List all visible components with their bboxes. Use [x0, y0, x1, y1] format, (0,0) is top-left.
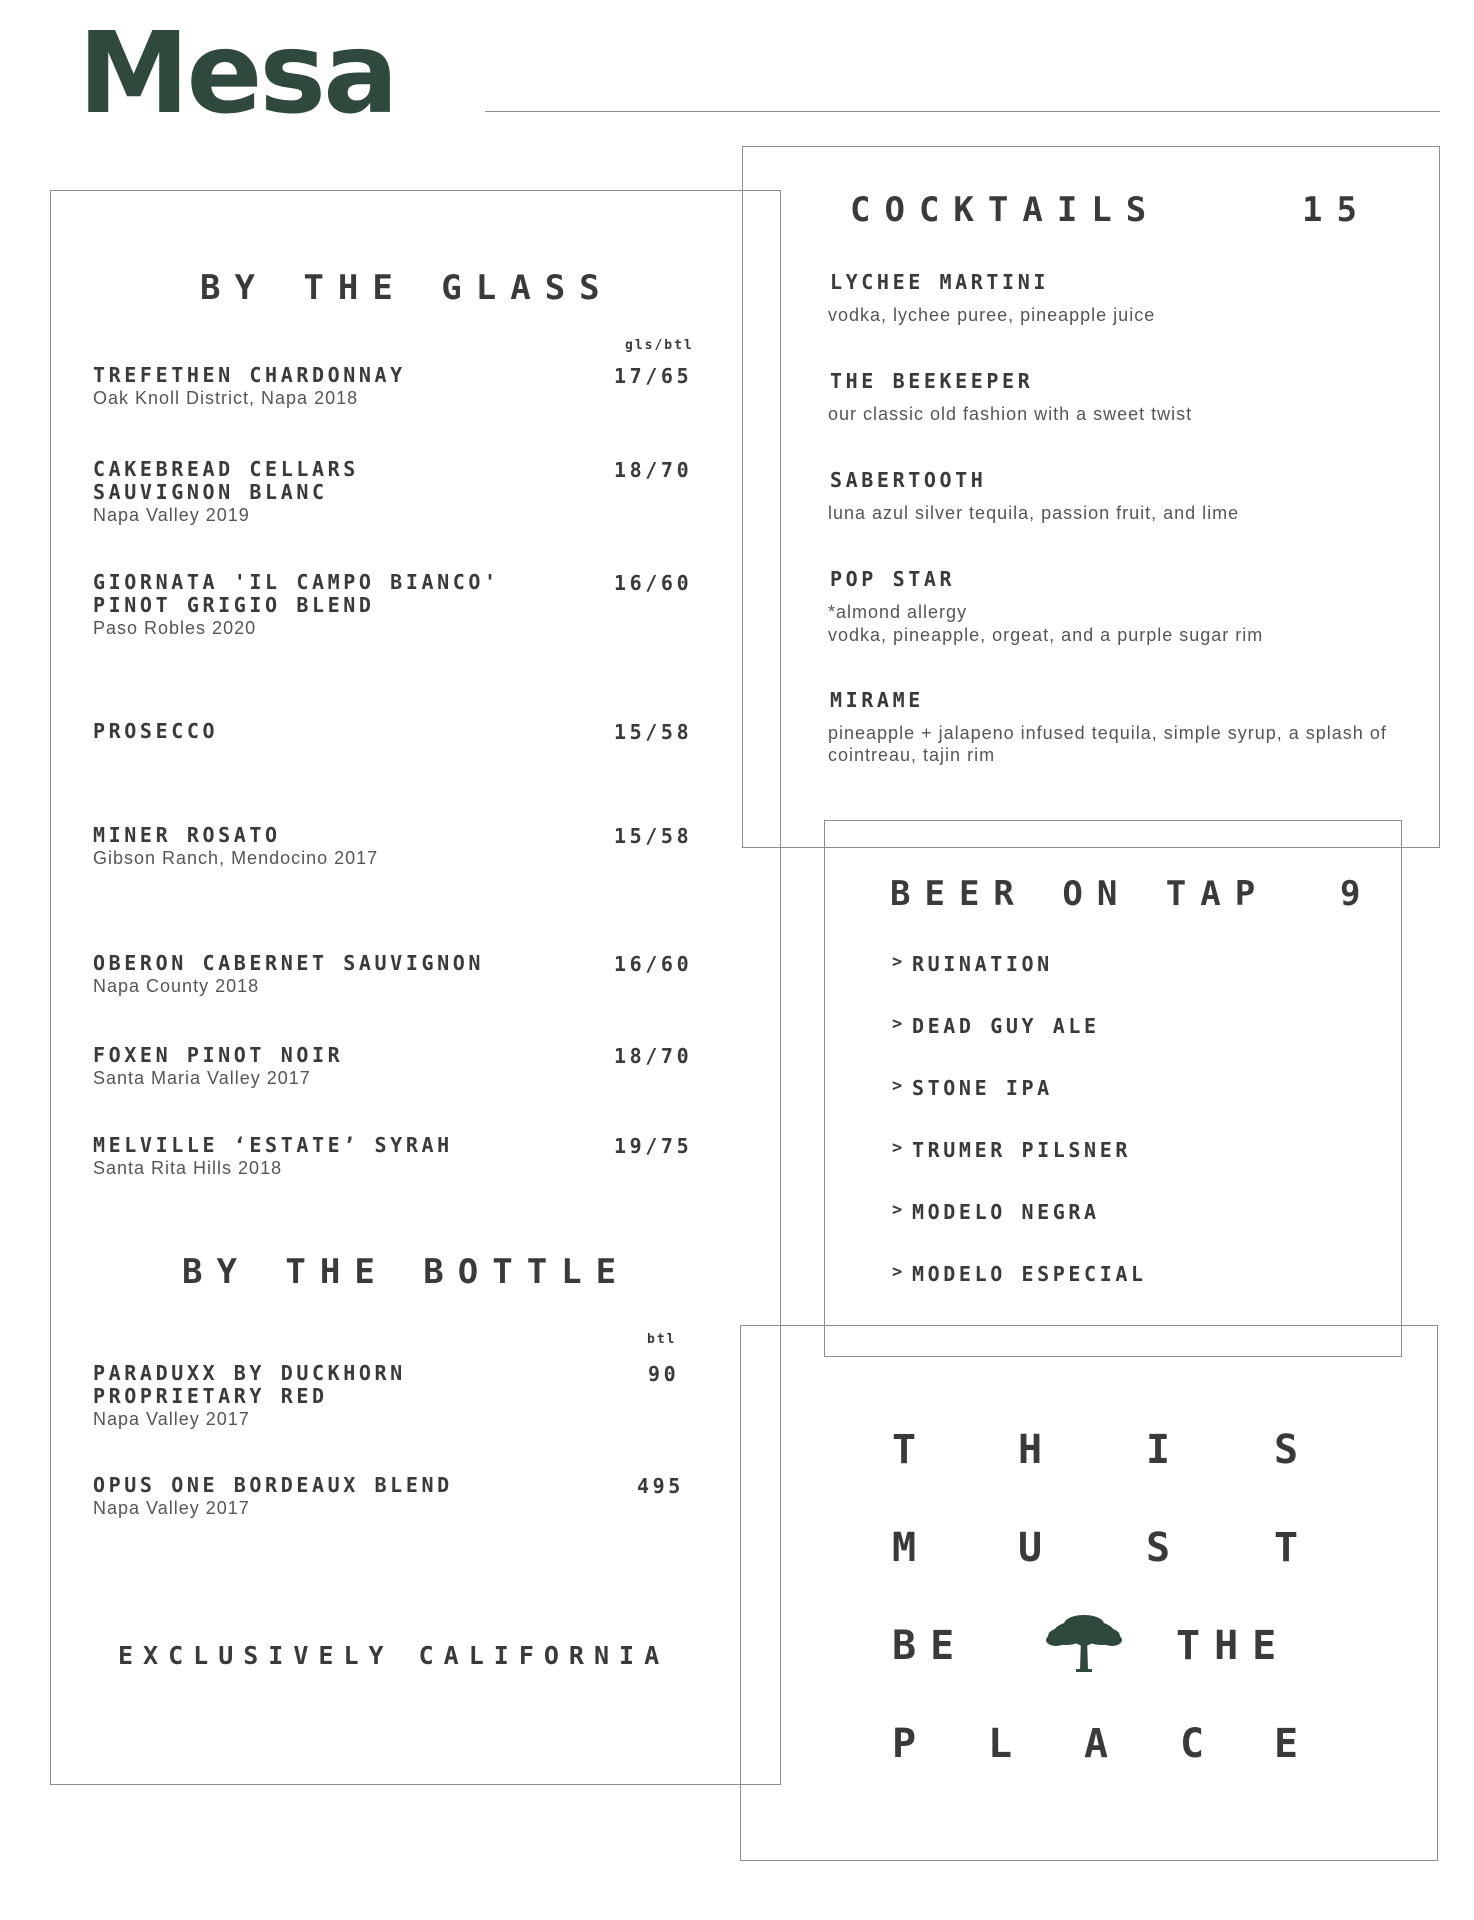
glass-item-region: Santa Maria Valley 2017	[93, 1068, 311, 1088]
glass-item-price: 16/60	[614, 952, 693, 976]
cocktail-name: LYCHEE MARTINI	[830, 270, 1049, 294]
slogan-letter: T	[1274, 1525, 1299, 1571]
bottle-item-region: Napa Valley 2017	[93, 1498, 250, 1518]
glass-item-region: Napa County 2018	[93, 976, 260, 996]
beer-item: MODELO ESPECIAL	[912, 1262, 1147, 1286]
glass-item-name: PROSECCO	[93, 719, 219, 743]
slogan-letter: S	[1274, 1427, 1299, 1473]
glass-item-region: Paso Robles 2020	[93, 618, 257, 638]
brand-logo: Mesa	[78, 9, 396, 139]
exclusively-california: EXCLUSIVELY CALIFORNIA	[118, 1641, 670, 1670]
cocktail-description: luna azul silver tequila, passion fruit, and lime	[828, 503, 1240, 523]
glass-item-name: OBERON CABERNET SAUVIGNON	[93, 951, 485, 975]
bottle-col-header: btl	[647, 1332, 677, 1347]
slogan-letter: T	[892, 1427, 917, 1473]
slogan-letter: C	[1180, 1721, 1205, 1767]
beer-bullet: >	[892, 1138, 903, 1158]
glass-item-price: 17/65	[614, 364, 693, 388]
cocktail-name: POP STAR	[830, 567, 956, 591]
glass-item-name: FOXEN PINOT NOIR	[93, 1043, 344, 1067]
glass-item-price: 18/70	[614, 1044, 693, 1068]
beer-item: RUINATION	[912, 952, 1053, 976]
beer-item: STONE IPA	[912, 1076, 1053, 1100]
cocktail-description: our classic old fashion with a sweet twist	[828, 404, 1193, 424]
slogan-letter: A	[1084, 1721, 1109, 1767]
slogan-letter: M	[892, 1525, 917, 1571]
slogan-panel	[740, 1325, 1438, 1861]
glass-col-header: gls/btl	[625, 338, 694, 353]
cocktail-description: vodka, pineapple, orgeat, and a purple sugar rim	[828, 625, 1264, 645]
beer-bullet: >	[892, 1200, 903, 1220]
glass-item-price: 16/60	[614, 571, 693, 595]
beer-bullet: >	[892, 1076, 903, 1096]
slogan-letter: S	[1146, 1525, 1171, 1571]
glass-item-name: CAKEBREAD CELLARS SAUVIGNON BLANC	[93, 457, 359, 504]
glass-item-price: 18/70	[614, 458, 693, 482]
bottle-item-price: 495	[637, 1474, 684, 1498]
bottle-item-price: 90	[648, 1362, 680, 1386]
bottle-item-name: PARADUXX BY DUCKHORN PROPRIETARY RED	[93, 1361, 406, 1408]
beer-price: 9	[1340, 874, 1375, 914]
cocktail-name: THE BEEKEEPER	[830, 369, 1034, 393]
slogan-word-be: BE	[892, 1623, 969, 1669]
slogan-letter: I	[1146, 1427, 1171, 1473]
cocktails-price: 15	[1302, 190, 1371, 230]
slogan-word-the: THE	[1176, 1623, 1291, 1669]
by-the-glass-title: BY THE GLASS	[200, 268, 614, 308]
beer-bullet: >	[892, 1014, 903, 1034]
beer-bullet: >	[892, 1262, 903, 1282]
glass-item-name: GIORNATA 'IL CAMPO BIANCO' PINOT GRIGIO BLEND	[93, 570, 500, 617]
beer-item: TRUMER PILSNER	[912, 1138, 1131, 1162]
slogan-letter: E	[1274, 1721, 1299, 1767]
allergy-note: *almond allergy	[828, 602, 968, 622]
glass-item-price: 15/58	[614, 720, 693, 744]
glass-item-name: TREFETHEN CHARDONNAY	[93, 363, 406, 387]
slogan-letter: U	[1018, 1525, 1043, 1571]
tree-icon	[1044, 1612, 1124, 1674]
beer-title: BEER ON TAP	[890, 874, 1270, 914]
by-the-bottle-title: BY THE BOTTLE	[182, 1252, 631, 1292]
glass-item-price: 19/75	[614, 1134, 693, 1158]
cocktail-description: pineapple + jalapeno infused tequila, simple syrup, a splash of cointreau, tajin rim	[828, 723, 1387, 765]
glass-item-region: Gibson Ranch, Mendocino 2017	[93, 848, 379, 868]
cocktail-name: SABERTOOTH	[830, 468, 987, 492]
beer-bullet: >	[892, 952, 903, 972]
glass-item-region: Oak Knoll District, Napa 2018	[93, 388, 359, 408]
beer-item: DEAD GUY ALE	[912, 1014, 1100, 1038]
glass-item-name: MINER ROSATO	[93, 823, 281, 847]
cocktails-title: COCKTAILS	[850, 190, 1161, 230]
cocktail-name: MIRAME	[830, 688, 924, 712]
glass-item-price: 15/58	[614, 824, 693, 848]
slogan-letter: H	[1018, 1427, 1043, 1473]
bottle-item-region: Napa Valley 2017	[93, 1409, 250, 1429]
beer-item: MODELO NEGRA	[912, 1200, 1100, 1224]
glass-item-region: Santa Rita Hills 2018	[93, 1158, 283, 1178]
cocktail-description: vodka, lychee puree, pineapple juice	[828, 305, 1156, 325]
slogan-letter: L	[988, 1721, 1013, 1767]
glass-item-region: Napa Valley 2019	[93, 505, 250, 525]
bottle-item-name: OPUS ONE BORDEAUX BLEND	[93, 1473, 453, 1497]
header-rule	[485, 111, 1440, 112]
slogan-letter: P	[892, 1721, 917, 1767]
glass-item-name: MELVILLE ‘ESTATE’ SYRAH	[93, 1133, 453, 1157]
